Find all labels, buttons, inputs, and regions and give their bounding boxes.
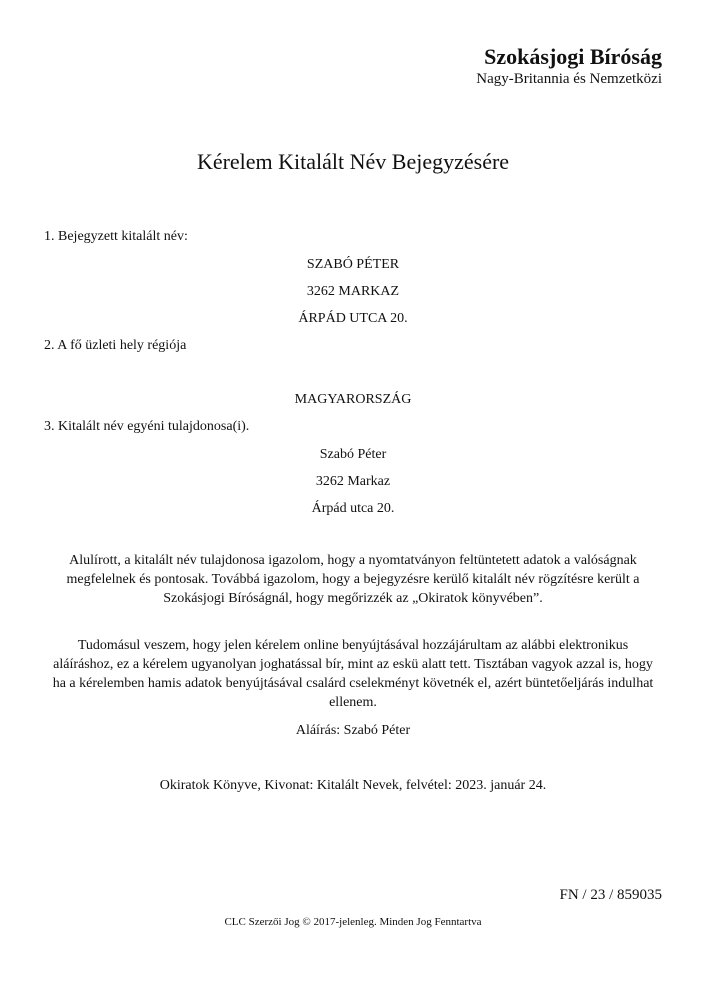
acknowledgement-line: ha a kérelemben hamis adatok benyújtásával csalárd cselekményt követnék el, azért büntetőeljárás indulhat xyxy=(52,676,654,691)
declaration-line: Szokásjogi Bíróságnál, hogy megőrizzék az „Okiratok könyvében”. xyxy=(163,591,543,606)
registered-postal-city: 3262 MARKAZ xyxy=(306,284,400,299)
registered-street: ÁRPÁD UTCA 20. xyxy=(298,311,408,326)
declaration-line: megfelelnek és pontosak. Továbbá igazolom, hogy a bejegyzésre kerülő kitalált név rögzítésre került a xyxy=(66,572,640,587)
business-region: MAGYARORSZÁG xyxy=(294,392,412,407)
signature-line: Aláírás: Szabó Péter xyxy=(295,723,411,738)
document-header xyxy=(476,44,662,88)
reference-number: FN / 23 / 859035 xyxy=(559,887,662,903)
owner-postal-city: 3262 Markaz xyxy=(315,474,391,489)
acknowledgement-line: aláíráshoz, ez a kérelem ugyanolyan joghatással bír, mint az eskü alatt tett. Tisztában vagyok azzal is, hogy xyxy=(53,657,653,672)
record-line: Okiratok Könyve, Kivonat: Kitalált Nevek, felvétel: 2023. január 24. xyxy=(159,778,547,793)
acknowledgement-paragraph xyxy=(44,636,662,712)
copyright-footer: CLC Szerzői Jog © 2017-jelenleg. Minden Jog Fenntartva xyxy=(224,916,482,928)
section-2-label: 2. A fő üzleti hely régiója xyxy=(44,338,187,353)
registered-name: SZABÓ PÉTER xyxy=(306,257,400,272)
declaration-paragraph xyxy=(44,551,662,608)
acknowledgement-line: Tudomásul veszem, hogy jelen kérelem online benyújtásával hozzájárultam az alábbi elektronikus xyxy=(77,638,629,653)
court-subtitle: Nagy-Britannia és Nemzetközi xyxy=(476,71,662,87)
court-name: Szokásjogi Bíróság xyxy=(484,44,662,69)
owner-name: Szabó Péter xyxy=(319,447,387,462)
acknowledgement-line: ellenem. xyxy=(329,695,377,710)
section-3-label: 3. Kitalált név egyéni tulajdonosa(i). xyxy=(44,419,250,434)
section-1-label: 1. Bejegyzett kitalált név: xyxy=(44,229,188,244)
owner-street: Árpád utca 20. xyxy=(311,501,395,516)
declaration-line: Alulírott, a kitalált név tulajdonosa igazolom, hogy a nyomtatványon feltüntetett adatok a valóságnak xyxy=(69,553,637,568)
document-title: Kérelem Kitalált Név Bejegyzésére xyxy=(196,149,510,174)
